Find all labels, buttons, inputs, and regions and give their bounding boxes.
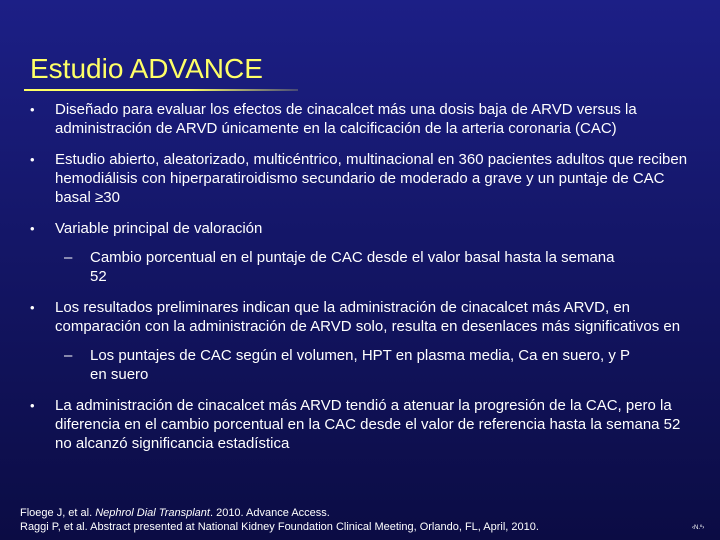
bullet-item <box>0 150 695 207</box>
bullet-list <box>0 100 720 465</box>
bullet-marker: • <box>30 152 35 167</box>
bullet-text: Variable principal de valoración <box>55 220 263 237</box>
sub-bullet-text: Cambio porcentual en el puntaje de CAC desde el valor basal hasta la semana 52 <box>90 249 615 285</box>
bullet-text: La administración de cinacalcet más ARVD tendió a atenuar la progresión de la CAC, pero la diferencia en el cambio porcentual en la CAC desde el valor de referencia hasta la semana 52 no alcanzó significancia estadística <box>55 397 681 452</box>
sub-bullet-marker: – <box>64 347 73 364</box>
slide-title: Estudio ADVANCE <box>30 53 263 84</box>
sub-bullet-item <box>0 248 630 286</box>
bullet-marker: • <box>30 398 35 413</box>
bullet-item <box>0 396 695 453</box>
bullet-marker: • <box>30 221 35 236</box>
bullet-item <box>0 219 695 238</box>
sub-bullet-item <box>0 346 630 384</box>
bullet-item <box>0 100 695 138</box>
bullet-text: Estudio abierto, aleatorizado, multicéntrico, multinacional en 360 pacientes adultos que reciben hemodiálisis con hiperparatiroidismo secundario de moderado a grave y un puntaje de CAC basal ≥30 <box>55 151 688 206</box>
bullet-item <box>0 298 695 336</box>
reference-1-authors: Floege J, et al. <box>20 507 96 519</box>
bullet-text: Los resultados preliminares indican que la administración de cinacalcet más ARVD, en comparación con la administración de ARVD solo, resulta en desenlaces más significativos en <box>55 299 681 335</box>
sub-bullet-text: Los puntajes de CAC según el volumen, HPT en plasma media, Ca en suero, y P en suero <box>90 347 630 383</box>
reference-2: Raggi P, et al. Abstract presented at National Kidney Foundation Clinical Meeting, Orlando, FL, April, 2010. <box>20 521 539 533</box>
reference-1 <box>20 506 539 520</box>
title-underline <box>24 89 298 91</box>
bullet-text: Diseñado para evaluar los efectos de cinacalcet más una dosis baja de ARVD versus la administración de ARVD únicamente en la calcificación de la arteria coronaria (CAC) <box>55 101 637 137</box>
references <box>20 506 539 534</box>
reference-1-details: . 2010. Advance Access. <box>209 507 330 519</box>
bullet-marker: • <box>30 300 35 315</box>
reference-1-journal: Nephrol Dial Transplant <box>95 507 210 519</box>
bullet-marker: • <box>30 102 35 117</box>
page-number: ‹N.º› <box>692 525 705 531</box>
sub-bullet-marker: – <box>64 249 73 266</box>
